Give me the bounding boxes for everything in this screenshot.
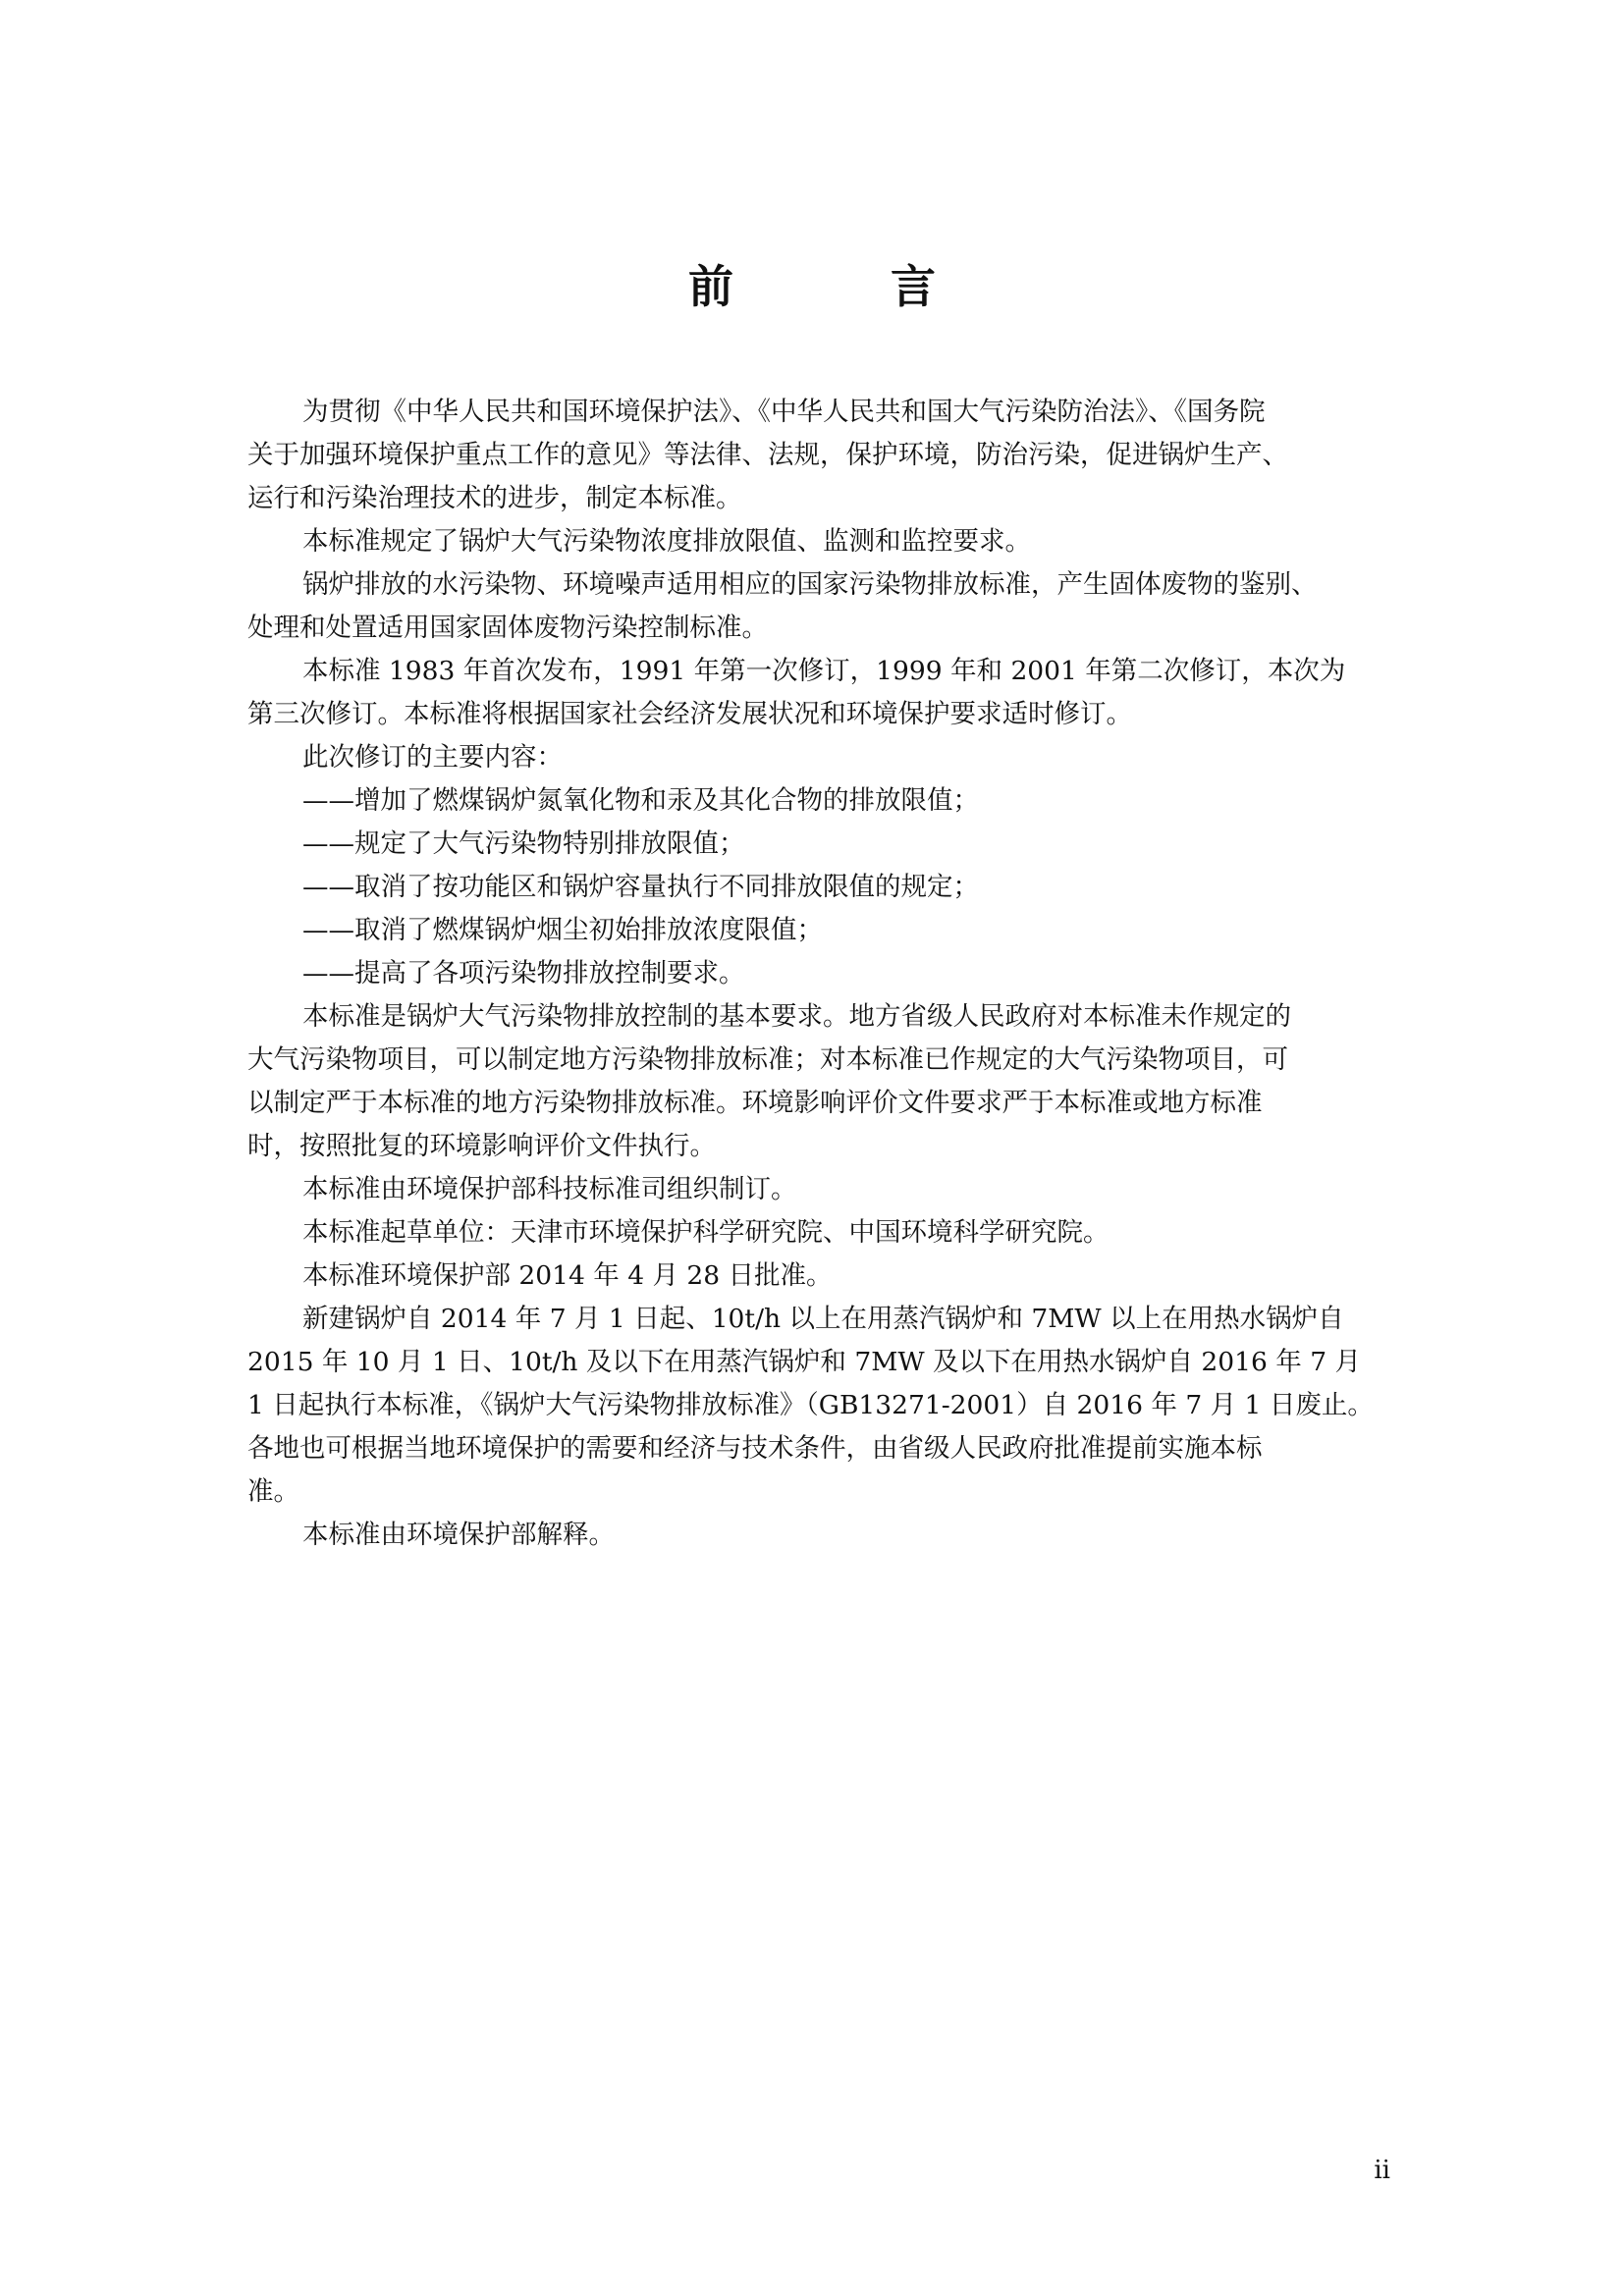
paragraph-basic-requirements bbox=[247, 995, 1390, 1168]
paragraph-approval: 本标准环境保护部 2014 年 4 月 28 日批准。 bbox=[302, 1260, 833, 1291]
paragraph-line: 处理和处置适用国家固体废物污染控制标准。 bbox=[247, 613, 768, 643]
paragraph-revision-intro: 此次修订的主要内容： bbox=[302, 742, 563, 773]
paragraph-legal-basis bbox=[247, 391, 1390, 520]
page-title: 前 言 bbox=[687, 260, 1006, 313]
paragraph-line: 为贯彻《中华人民共和国环境保护法》、《中华人民共和国大气污染防治法》、《国务院 bbox=[302, 397, 1266, 427]
paragraph-line: 本标准是锅炉大气污染物排放控制的基本要求。地方省级人民政府对本标准未作规定的 bbox=[302, 1001, 1291, 1032]
paragraph-implementation bbox=[247, 1298, 1390, 1514]
paragraph-applicability bbox=[247, 563, 1390, 650]
paragraph-interpretation: 本标准由环境保护部解释。 bbox=[302, 1520, 615, 1550]
foreword-body bbox=[247, 391, 1390, 1557]
paragraph-line: 大气污染物项目，可以制定地方污染物排放标准；对本标准已作规定的大气污染物项目，可 bbox=[247, 1044, 1288, 1075]
paragraph-drafting-units: 本标准起草单位：天津市环境保护科学研究院、中国环境科学研究院。 bbox=[302, 1217, 1110, 1248]
paragraph-line: 第三次修订。本标准将根据国家社会经济发展状况和环境保护要求适时修订。 bbox=[247, 699, 1132, 729]
paragraph-line: 准。 bbox=[247, 1476, 299, 1507]
paragraph-organizer: 本标准由环境保护部科技标准司组织制订。 bbox=[302, 1174, 797, 1204]
paragraph-line: 锅炉排放的水污染物、环境噪声适用相应的国家污染物排放标准，产生固体废物的鉴别、 bbox=[302, 569, 1318, 600]
revision-item: ——取消了按功能区和锅炉容量执行不同排放限值的规定； bbox=[302, 872, 979, 902]
paragraph-line: 1 日起执行本标准，《锅炉大气污染物排放标准》（GB13271-2001）自 2016 年 7 月 1 日废止。 bbox=[247, 1390, 1374, 1420]
page-number: ii bbox=[1374, 2156, 1390, 2185]
revision-item: ——规定了大气污染物特别排放限值； bbox=[302, 828, 745, 859]
paragraph-line: 关于加强环境保护重点工作的意见》等法律、法规，保护环境，防治污染，促进锅炉生产、 bbox=[247, 440, 1288, 470]
revision-item: ——增加了燃煤锅炉氮氧化物和汞及其化合物的排放限值； bbox=[302, 785, 979, 816]
paragraph-line: 时，按照批复的环境影响评价文件执行。 bbox=[247, 1131, 716, 1161]
paragraph-history bbox=[247, 650, 1390, 736]
paragraph-line: 各地也可根据当地环境保护的需要和经济与技术条件，由省级人民政府批准提前实施本标 bbox=[247, 1433, 1263, 1464]
paragraph-line: 2015 年 10 月 1 日、10t/h 及以下在用蒸汽锅炉和 7MW 及以下在用热水锅炉自 2016 年 7 月 bbox=[247, 1347, 1362, 1377]
revision-item: ——取消了燃煤锅炉烟尘初始排放浓度限值； bbox=[302, 915, 823, 945]
revision-item: ——提高了各项污染物排放控制要求。 bbox=[302, 958, 745, 988]
paragraph-scope: 本标准规定了锅炉大气污染物浓度排放限值、监测和监控要求。 bbox=[302, 526, 1031, 557]
paragraph-line: 以制定严于本标准的地方污染物排放标准。环境影响评价文件要求严于本标准或地方标准 bbox=[247, 1088, 1263, 1118]
paragraph-line: 新建锅炉自 2014 年 7 月 1 日起、10t/h 以上在用蒸汽锅炉和 7MW 以上在用热水锅炉自 bbox=[302, 1304, 1344, 1334]
paragraph-line: 本标准 1983 年首次发布，1991 年第一次修订，1999 年和 2001 年第二次修订，本次为 bbox=[302, 656, 1346, 686]
paragraph-line: 运行和污染治理技术的进步，制定本标准。 bbox=[247, 483, 742, 513]
